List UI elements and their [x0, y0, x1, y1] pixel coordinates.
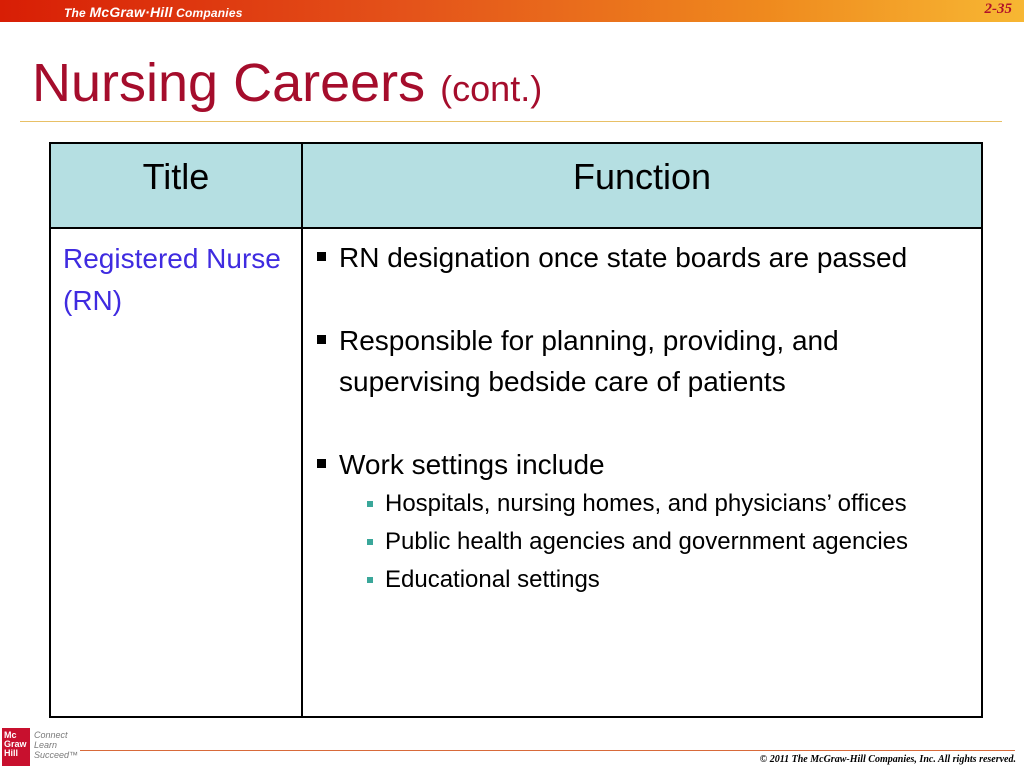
- work-setting-text: Public health agencies and government agencies: [385, 528, 909, 555]
- tagline-line: Connect: [34, 730, 68, 740]
- title-divider: [20, 121, 1002, 122]
- work-setting-item: [363, 487, 973, 521]
- footer-tagline: [34, 730, 78, 760]
- column-header-function: Function: [572, 156, 712, 197]
- function-bullet: [313, 320, 973, 402]
- brand-suffix: Companies: [172, 6, 243, 20]
- function-bullet: [313, 237, 973, 278]
- square-bullet-icon: [317, 335, 326, 344]
- function-bullet-text: Responsible for planning, providing, and supervising bedside care of patients: [339, 325, 839, 397]
- footer-divider: [80, 750, 1015, 751]
- small-square-bullet-icon: [367, 501, 373, 507]
- brand-name: McGraw·Hill: [89, 4, 173, 20]
- logo-line: Mc: [4, 730, 17, 740]
- slide-number: 2-35: [984, 1, 1012, 17]
- brand-logo-text: [64, 4, 243, 20]
- mcgraw-hill-logo-icon: [2, 728, 30, 766]
- small-square-bullet-icon: [367, 539, 373, 545]
- brand-prefix: The: [64, 6, 90, 20]
- function-bullet-text: RN designation once state boards are passed: [339, 242, 908, 273]
- tagline-line: Succeed™: [34, 750, 79, 760]
- top-banner: [0, 0, 1024, 22]
- column-header-title: Title: [142, 156, 210, 197]
- work-settings-list: [313, 487, 973, 597]
- slide-title-main: Nursing Careers: [32, 53, 426, 113]
- work-setting-text: Hospitals, nursing homes, and physicians’ offices: [385, 490, 907, 517]
- logo-line: Hill: [4, 748, 19, 758]
- work-setting-text: Educational settings: [385, 566, 600, 593]
- work-setting-item: [363, 563, 973, 597]
- slide-title-suffix: (cont.): [440, 68, 543, 109]
- function-bullet: [313, 444, 973, 485]
- column-divider: [301, 144, 303, 716]
- copyright-notice: © 2011 The McGraw-Hill Companies, Inc. All rights reserved.: [759, 754, 1016, 765]
- tagline-line: Learn: [34, 740, 58, 750]
- square-bullet-icon: [317, 252, 326, 261]
- slide-title: [32, 52, 542, 120]
- work-setting-item: [363, 525, 973, 559]
- role-title-cell: Registered Nurse (RN): [63, 243, 281, 316]
- square-bullet-icon: [317, 459, 326, 468]
- function-bullet-text: Work settings include: [339, 449, 605, 480]
- function-cell: [313, 237, 973, 601]
- logo-line: Graw: [4, 739, 27, 749]
- career-table: [49, 142, 983, 718]
- small-square-bullet-icon: [367, 577, 373, 583]
